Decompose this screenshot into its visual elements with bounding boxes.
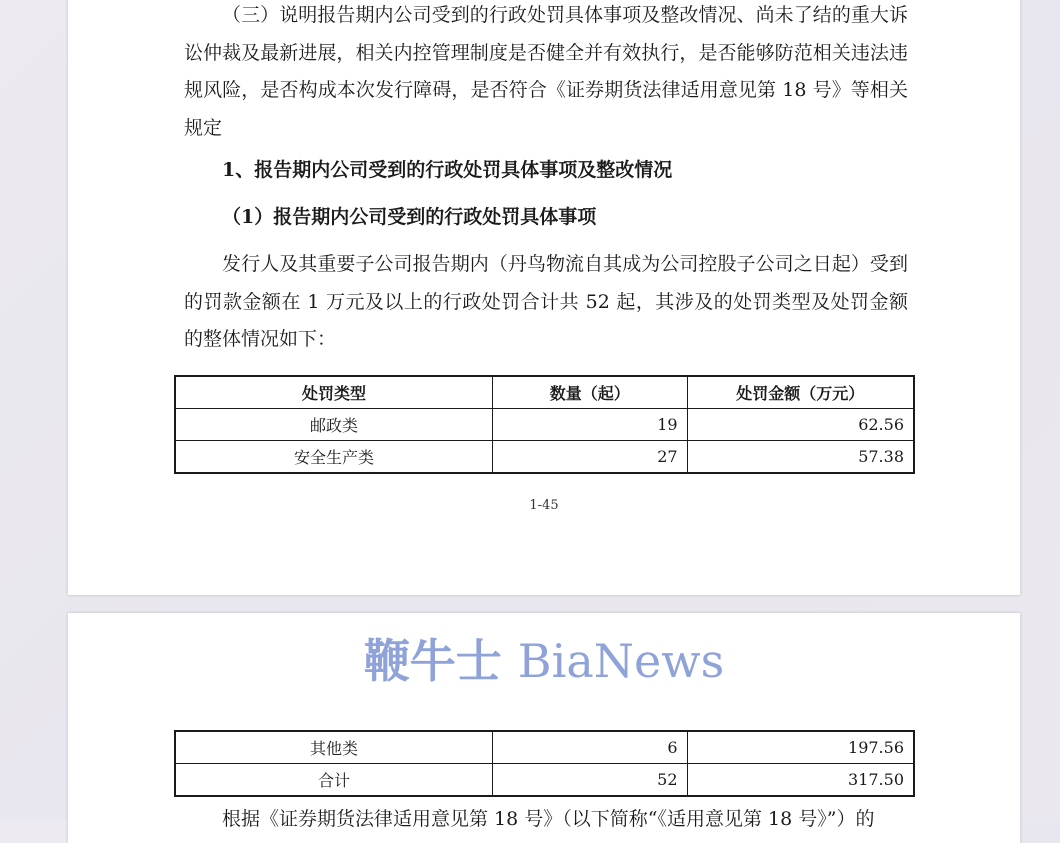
cell-amount: 62.56 (687, 409, 914, 441)
subheading-2: （1）报告期内公司受到的行政处罚具体事项 (222, 206, 597, 228)
section-heading: （三）说明报告期内公司受到的行政处罚具体事项及整改情况、尚未了结的重大诉讼仲裁及最新进展，相关内控管理制度是否健全并有效执行，是否能够防范相关违法违规风险，是否构成本次发行障碍，是否符合《证券期货法律适用意见第 18 号》等相关规定 (184, 4, 908, 139)
table-row (175, 441, 914, 474)
cell-amount: 57.38 (687, 441, 914, 474)
penalty-table (174, 375, 915, 474)
cell-amount: 317.50 (687, 764, 914, 797)
table-row (175, 409, 914, 441)
subheading-1: 1、报告期内公司受到的行政处罚具体事项及整改情况 (222, 159, 673, 181)
header-count: 数量（起） (493, 376, 688, 409)
trailing-paragraph: 根据《证券期货法律适用意见第 18 号》（以下简称“《适用意见第 18 号》”）的 (222, 808, 875, 830)
table-total-row (175, 764, 914, 797)
page-number: 1-45 (529, 498, 559, 513)
cell-type: 其他类 (175, 731, 493, 764)
cell-type: 邮政类 (175, 409, 493, 441)
header-penalty-type: 处罚类型 (175, 376, 493, 409)
document-page-1 (68, 0, 1020, 595)
table-header-row (175, 376, 914, 409)
body-paragraph: 发行人及其重要子公司报告期内（丹鸟物流自其成为公司控股子公司之日起）受到的罚款金额在 1 万元及以上的行政处罚合计共 52 起，其涉及的处罚类型及处罚金额的整体情况如下： (184, 253, 908, 350)
penalty-table-continued (174, 730, 915, 797)
cell-type: 安全生产类 (175, 441, 493, 474)
cell-count: 19 (493, 409, 688, 441)
cell-type: 合计 (175, 764, 493, 797)
header-amount: 处罚金额（万元） (687, 376, 914, 409)
cell-count: 27 (493, 441, 688, 474)
cell-count: 52 (493, 764, 687, 797)
cell-amount: 197.56 (687, 731, 914, 764)
cell-count: 6 (493, 731, 687, 764)
table-row (175, 731, 914, 764)
document-page-2 (68, 613, 1020, 843)
bianews-watermark-logo: 鞭牛士 BiaNews (363, 634, 725, 688)
